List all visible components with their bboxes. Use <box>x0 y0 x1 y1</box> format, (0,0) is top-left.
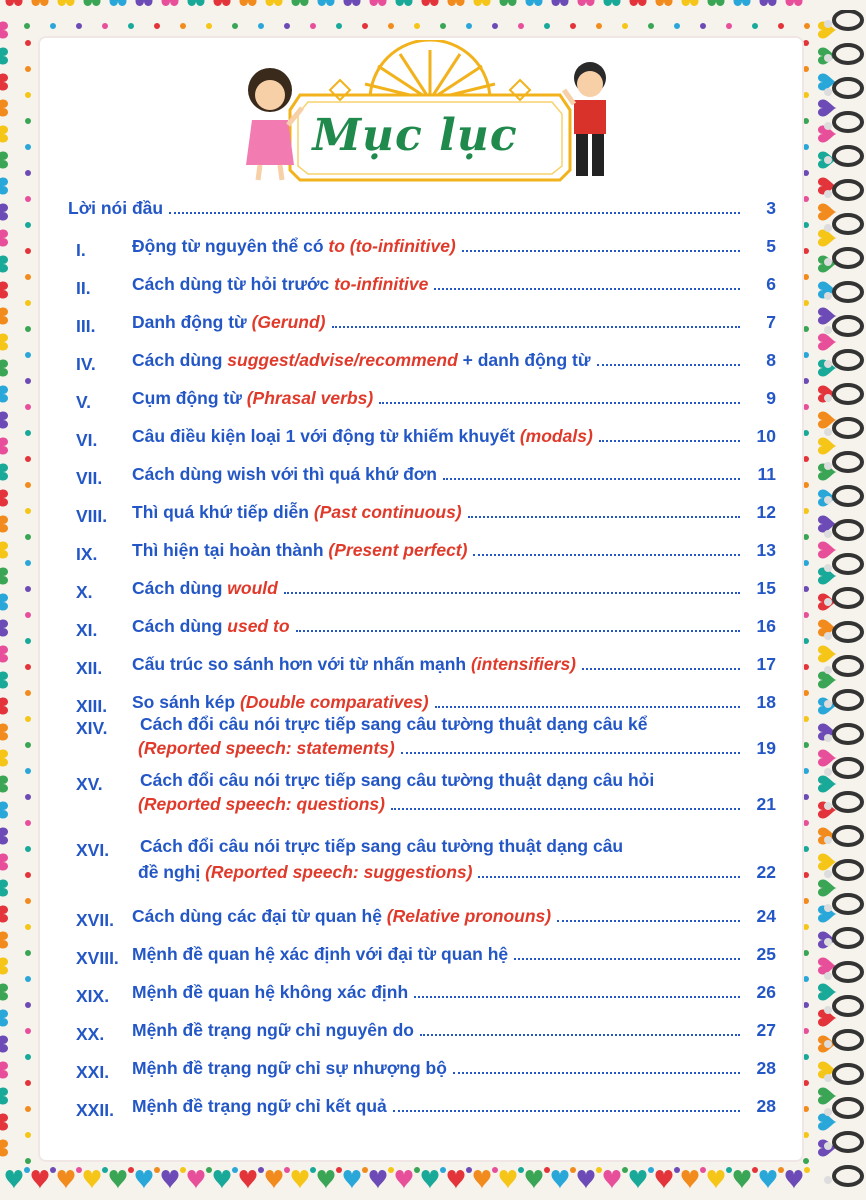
toc-item-number: II. <box>76 278 91 298</box>
toc-leader <box>468 516 740 518</box>
toc-page-number: 8 <box>766 350 776 370</box>
toc-row[interactable] <box>132 350 776 371</box>
toc-row[interactable] <box>132 654 776 675</box>
toc-leader <box>443 478 740 480</box>
toc-item-number: XXI. <box>76 1062 110 1082</box>
toc-item-title: Cách dùng các đại từ quan hệ <box>132 906 387 926</box>
toc-row[interactable] <box>132 236 776 257</box>
toc-row[interactable] <box>132 464 776 485</box>
toc-page-number: 28 <box>756 1096 776 1116</box>
toc-page-number: 26 <box>756 982 776 1002</box>
toc-item-number: VI. <box>76 430 98 450</box>
toc-item-title: Danh động từ <box>132 312 252 332</box>
toc-row[interactable] <box>132 540 776 561</box>
toc-page-number: 7 <box>766 312 776 332</box>
toc-leader <box>453 1072 740 1074</box>
toc-item-title: Cách dùng <box>132 616 228 636</box>
toc-item-number: X. <box>76 582 93 602</box>
toc-item-title-line1: Cách đổi câu nói trực tiếp sang câu tường thuật dạng câu <box>140 836 624 856</box>
toc-leader <box>582 668 740 670</box>
toc-leader <box>473 554 740 556</box>
toc-page-number: 24 <box>756 906 776 926</box>
toc-row[interactable] <box>132 616 776 637</box>
toc-leader <box>462 250 740 252</box>
toc-row[interactable] <box>138 794 776 815</box>
toc-page-number: 5 <box>766 236 776 256</box>
toc-item-number: VIII. <box>76 506 108 526</box>
toc-item-title: Cách dùng <box>132 350 228 370</box>
toc-leader <box>391 808 740 810</box>
toc-row[interactable] <box>132 312 776 333</box>
toc-row[interactable] <box>132 1058 776 1079</box>
toc-leader <box>393 1110 740 1112</box>
toc-item-title-suffix: + danh động từ <box>457 350 591 370</box>
toc-item-number: XVIII. <box>76 948 119 968</box>
toc-item-number: III. <box>76 316 96 336</box>
toc-item-english-term: used to <box>227 616 290 636</box>
toc-row[interactable] <box>132 388 776 409</box>
toc-item-title: Mệnh đề trạng ngữ chỉ sự nhượng bộ <box>132 1058 447 1078</box>
toc-page-number: 12 <box>756 502 776 522</box>
toc-row-intro[interactable] <box>68 198 776 219</box>
toc-item-english-term: (Gerund) <box>251 312 326 332</box>
toc-item-title: Cách dùng từ hỏi trước <box>132 274 335 294</box>
toc-leader <box>435 706 740 708</box>
toc-item-title: Mệnh đề quan hệ không xác định <box>132 982 409 1002</box>
toc-item-english-term: (Double comparatives) <box>239 692 429 712</box>
toc-item-title: Mệnh đề quan hệ xác định với đại từ quan hệ <box>132 944 509 964</box>
toc-page-number: 9 <box>766 388 776 408</box>
toc-leader <box>332 326 741 328</box>
toc-page-number: 28 <box>756 1058 776 1078</box>
toc-item-title: Cách dùng wish với thì quá khứ đơn <box>132 464 437 484</box>
toc-row[interactable] <box>132 1096 776 1117</box>
page-title: Mục lục <box>312 110 518 161</box>
toc-page-number: 6 <box>766 274 776 294</box>
toc-item-title: Mệnh đề trạng ngữ chỉ kết quả <box>132 1096 387 1116</box>
toc-item-english-term: (Present perfect) <box>328 540 468 560</box>
toc-item-english-term: suggest/advise/recommend <box>227 350 458 370</box>
toc-item-title: Cụm động từ <box>132 388 247 408</box>
toc-row[interactable] <box>132 982 776 1003</box>
toc-row[interactable] <box>132 944 776 965</box>
toc-leader <box>597 364 740 366</box>
toc-row[interactable] <box>132 578 776 599</box>
toc-page-number: 3 <box>766 198 776 218</box>
toc-item-english-term: (Relative pronouns) <box>386 906 552 926</box>
toc-leader <box>514 958 740 960</box>
toc-page-number: 21 <box>756 794 776 814</box>
toc-row[interactable] <box>138 738 776 759</box>
toc-item-english-term: (modals) <box>519 426 593 446</box>
toc-item-number: IX. <box>76 544 98 564</box>
toc-row[interactable] <box>132 1020 776 1041</box>
toc-item-number: I. <box>76 240 86 260</box>
toc-page-number: 11 <box>757 464 776 484</box>
toc-page-number: 16 <box>756 616 776 636</box>
toc-item-english-term: (Reported speech: statements) <box>138 738 395 758</box>
toc-item-title: Mệnh đề trạng ngữ chỉ nguyên do <box>132 1020 414 1040</box>
toc-row[interactable] <box>132 906 776 927</box>
toc-page-number: 22 <box>756 862 776 882</box>
toc-item-english-term: to-infinitive <box>334 274 429 294</box>
toc-item-title: Thì quá khứ tiếp diễn <box>132 502 314 522</box>
toc-item-number: XIX. <box>76 986 110 1006</box>
toc-leader <box>169 212 740 214</box>
toc-page-number: 17 <box>756 654 776 674</box>
toc-row[interactable] <box>132 274 776 295</box>
toc-item-english-term: (Reported speech: questions) <box>138 794 385 814</box>
toc-item-english-term: to (to-infinitive) <box>328 236 456 256</box>
toc-label: Lời nói đầu <box>68 198 164 218</box>
toc-item-title: Cách dùng <box>132 578 228 598</box>
toc-leader <box>557 920 740 922</box>
toc-item-title: Câu điều kiện loại 1 với động từ khiếm khuyết <box>132 426 520 446</box>
toc-item-english-term: (Phrasal verbs) <box>246 388 374 408</box>
toc-row[interactable] <box>138 862 776 883</box>
toc-item-number: V. <box>76 392 91 412</box>
toc-page-number: 15 <box>756 578 776 598</box>
toc-leader <box>284 592 740 594</box>
toc-item-number: XXII. <box>76 1100 114 1120</box>
toc-item-number: XVI. <box>76 840 110 860</box>
toc-item-number: XI. <box>76 620 98 640</box>
toc-item-number: XII. <box>76 658 103 678</box>
toc-item-title: Động từ nguyên thể có <box>132 236 329 256</box>
toc-leader <box>414 996 740 998</box>
toc-page-number: 10 <box>756 426 776 446</box>
toc-page-number: 19 <box>756 738 776 758</box>
toc-page-number: 18 <box>756 692 776 712</box>
toc-item-title: Cấu trúc so sánh hơn với từ nhấn mạnh <box>132 654 471 674</box>
toc-row[interactable] <box>132 426 776 447</box>
toc-item-number: VII. <box>76 468 103 488</box>
toc-item-number: XX. <box>76 1024 105 1044</box>
toc-leader <box>434 288 740 290</box>
toc-item-number: XVII. <box>76 910 114 930</box>
toc-leader <box>401 752 740 754</box>
toc-leader <box>478 876 740 878</box>
toc-row[interactable] <box>132 502 776 523</box>
toc-item-number: XIII. <box>76 696 108 716</box>
toc-item-title: So sánh kép <box>132 692 240 712</box>
toc-leader <box>599 440 740 442</box>
toc-item-english-term: (intensifiers) <box>470 654 577 674</box>
toc-item-english-term: would <box>227 578 278 598</box>
toc-item-english-term: (Reported speech: suggestions) <box>205 862 473 882</box>
toc-page-number: 25 <box>756 944 776 964</box>
toc-item-title-line1: Cách đổi câu nói trực tiếp sang câu tường thuật dạng câu hỏi <box>140 770 655 790</box>
toc-item-title-line1: Cách đổi câu nói trực tiếp sang câu tường thuật dạng câu kể <box>140 714 648 734</box>
toc-item-title: đề nghị <box>138 862 206 882</box>
toc-leader <box>420 1034 740 1036</box>
toc-item-english-term: (Past continuous) <box>313 502 462 522</box>
toc-item-title: Thì hiện tại hoàn thành <box>132 540 329 560</box>
toc-leader <box>296 630 740 632</box>
toc-item-number: XV. <box>76 774 103 794</box>
toc-item-number: XIV. <box>76 718 108 738</box>
toc-leader <box>379 402 740 404</box>
toc-page-number: 27 <box>756 1020 776 1040</box>
toc-page-number: 13 <box>756 540 776 560</box>
toc-item-number: IV. <box>76 354 96 374</box>
toc-row[interactable] <box>132 692 776 713</box>
